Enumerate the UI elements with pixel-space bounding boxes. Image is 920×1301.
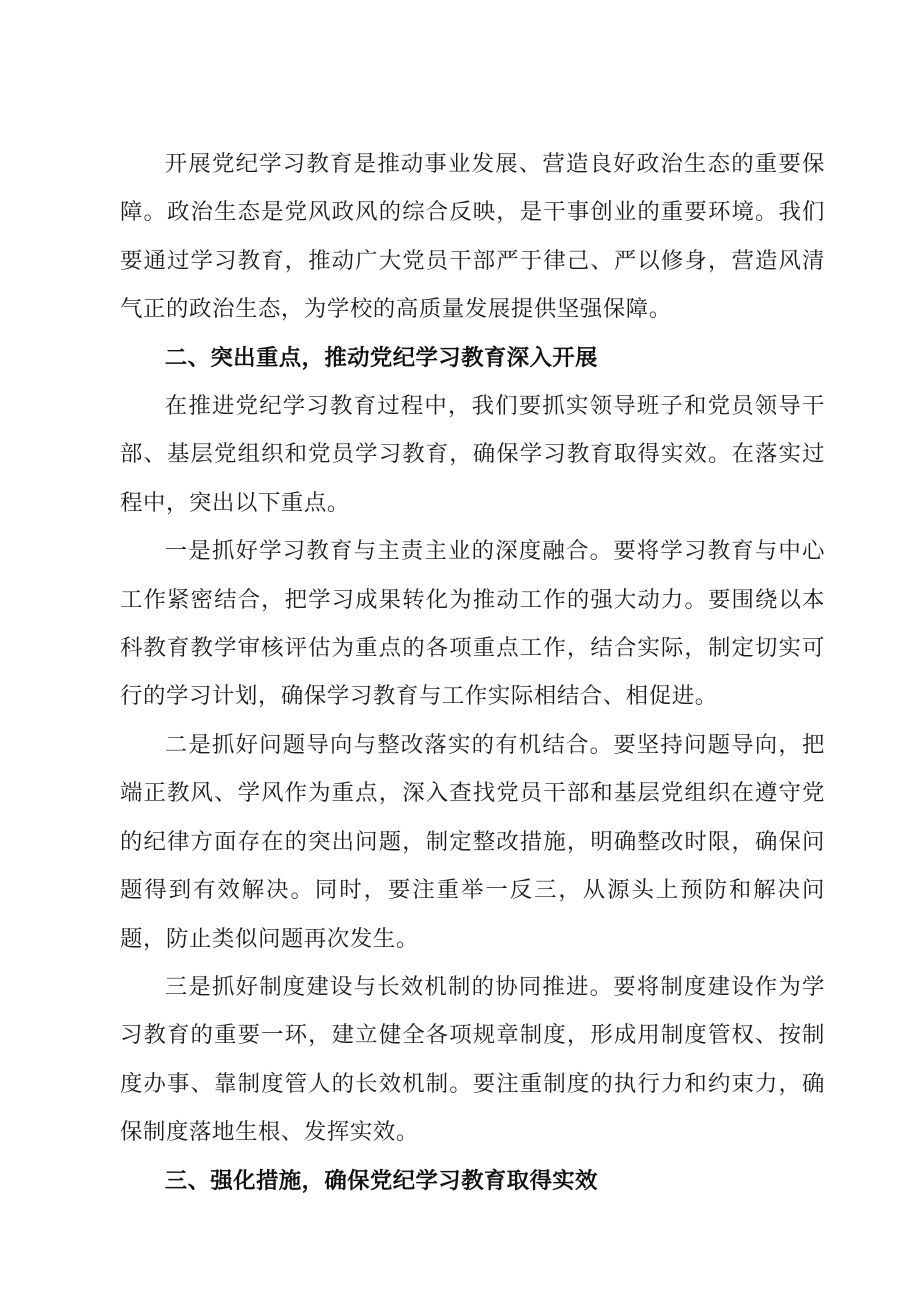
section-heading-3: 三、强化措施，确保党纪学习教育取得实效 (164, 1167, 598, 1194)
paragraph-point-1: 一是抓好学习教育与主责主业的深度融合。要将学习教育与中心工作紧密结合，把学习成果转化为推动工作的强大动力。要围绕以本科教育教学审核评估为重点的各项重点工作，结合实际，制定切实可行的学习计划，确保学习教育与工作实际相结合、相促进。 (120, 538, 825, 710)
paragraph-point-2: 二是抓好问题导向与整改落实的有机结合。要坚持问题导向，把端正教风、学风作为重点，深入查找党员干部和基层党组织在遵守党的纪律方面存在的突出问题，制定整改措施，明确整改时限，确保问题得到有效解决。同时，要注重举一反三，从源头上预防和解决问题，防止类似问题再次发生。 (120, 731, 825, 952)
paragraph-key-points-intro: 在推进党纪学习教育过程中，我们要抓实领导班子和党员领导干部、基层党组织和党员学习教育，确保学习教育取得实效。在落实过程中，突出以下重点。 (120, 393, 825, 516)
section-heading-2: 二、突出重点，推动党纪学习教育深入开展 (164, 344, 598, 371)
paragraph-point-3: 三是抓好制度建设与长效机制的协同推进。要将制度建设作为学习教育的重要一环，建立健全各项规章制度，形成用制度管权、按制度办事、靠制度管人的长效机制。要注重制度的执行力和约束力，确保制度落地生根、发挥实效。 (120, 973, 825, 1146)
document-page (120, 140, 825, 1205)
paragraph-political-ecology: 开展党纪学习教育是推动事业发展、营造良好政治生态的重要保障。政治生态是党风政风的综合反映，是干事创业的重要环境。我们要通过学习教育，推动广大党员干部严于律己、严以修身，营造风清气正的政治生态，为学校的高质量发展提供坚强保障。 (120, 151, 825, 323)
